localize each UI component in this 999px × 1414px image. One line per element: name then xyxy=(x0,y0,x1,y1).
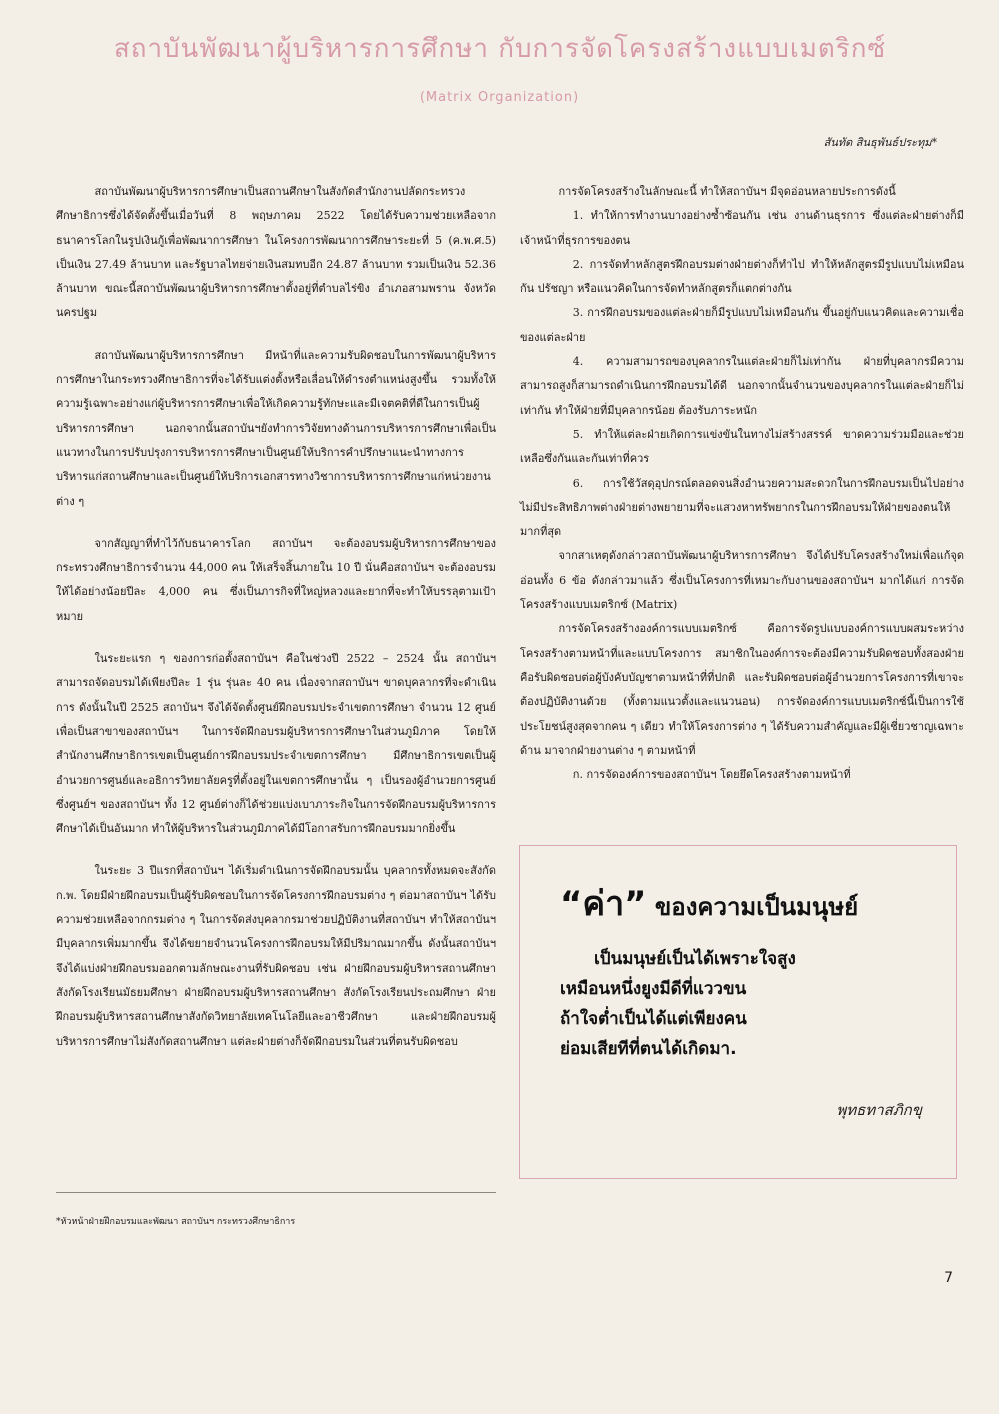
paragraph: ในระยะแรก ๆ ของการก่อตั้งสถาบันฯ คือในช่วงปี 2522 – 2524 นั้น สถาบันฯ สามารถจัดอบรมได้เพียงปีละ 1 รุ่น รุ่นละ 40 คน เนื่องจากสถาบันฯ ขาดบุคลากรที่จะดำเนินการ ดังนั้นในปี 2525 สถาบันฯ จึงได้จัดตั้งศูนย์ฝึกอบรมประจำเขตการศึกษา จำนวน 12 ศูนย์ เพื่อเป็นสาขาของสถาบันฯ ในการจัดฝึกอบรมผู้บริหารการศึกษาในส่วนภูมิภาค โดยให้สำนักงานศึกษาธิการเขตเป็นศูนย์การฝึกอบรมประจำเขตการศึกษา มีศึกษาธิการเขตเป็นผู้อำนวยการศูนย์และอธิการวิทยาลัยครูที่ตั้งอยู่ในเขตการศึกษานั้น ๆ เป็นรองผู้อำนวยการศูนย์ ซึ่งศูนย์ฯ ของสถาบันฯ ทั้ง 12 ศูนย์ต่างก็ได้ช่วยแบ่งเบาภาระกิจในการจัดฝึกอบรมผู้บริหารการศึกษาได้เป็นอันมาก ทำให้ผู้บริหารในส่วนภูมิภาคได้มีโอกาสรับการฝึกอบรมมากยิ่งขึ้น xyxy=(56,652,496,836)
left-column xyxy=(56,180,496,1072)
poem-line: เหมือนหนึ่งยูงมีดีที่แววขน xyxy=(560,979,747,999)
poem-line: ถ้าใจต่ำเป็นได้แต่เพียงคน xyxy=(560,1009,747,1029)
list-item: 3. การฝึกอบรมของแต่ละฝ่ายก็มีรูปแบบไม่เหมือนกัน ขึ้นอยู่กับแนวคิดและความเชื่อของแต่ละฝ่าย xyxy=(520,306,964,344)
poem-line: ย่อมเสียทีที่ตนได้เกิดมา. xyxy=(560,1039,737,1059)
poem xyxy=(560,944,796,1064)
list-item: 2. การจัดทำหลักสูตรฝึกอบรมต่างฝ่ายต่างก็ทำไป ทำให้หลักสูตรมีรูปแบบไม่เหมือนกัน ปรัชญา หรือแนวคิดในการจัดทำหลักสูตรก็แตกต่างกัน xyxy=(520,257,964,296)
list-item: 4. ความสามารถของบุคลากรในแต่ละฝ่ายก็ไม่เท่ากัน ฝ่ายที่บุคลากรมีความสามารถสูงก็สามารถดำเนินการฝึกอบรมได้ดี นอกจากนั้นจำนวนของบุคลากรในแต่ละฝ่ายก็ไม่เท่ากัน ทำให้ฝ่ายที่มีบุคลากรน้อย ต้องรับภาระหนัก xyxy=(520,355,964,417)
quote-box xyxy=(519,845,957,1179)
quote-title-text: ของความเป็นมนุษย์ xyxy=(646,893,859,921)
paragraph: การจัดโครงสร้างในลักษณะนี้ ทำให้สถาบันฯ มีจุดอ่อนหลายประการดังนี้ xyxy=(558,185,896,198)
paragraph: การจัดโครงสร้างองค์การแบบเมตริกซ์ คือการจัดรูปแบบองค์การแบบผสมระหว่างโครงสร้างตามหน้าที่และแบบโครงการ สมาชิกในองค์การจะต้องมีความรับผิดชอบทั้งสองฝ่ายคือรับผิดชอบต่อผู้บังคับบัญชาตามหน้าที่ที่ปกติ และรับผิดชอบต่อผู้อำนวยการโครงการที่เขาจะต้องปฏิบัติงานด้วย (ทั้งตามแนวตั้งและแนวนอน) การจัดองค์การแบบเมตริกซ์นี้เป็นการใช้ประโยชน์สูงสุดจากคน ๆ เดียว ทำให้โครงการต่าง ๆ ได้รับความสำคัญและมีผู้เชี่ยวชาญเฉพาะด้าน มาจากฝ่ายงานต่าง ๆ ตามหน้าที่ xyxy=(520,622,964,757)
author-byline: สันทัด สินธุพันธ์ประทุม* xyxy=(823,136,937,149)
footnote-divider xyxy=(56,1192,496,1193)
footnote: *หัวหน้าฝ่ายฝึกอบรมและพัฒนา สถาบันฯ กระทรวงศึกษาธิการ xyxy=(56,1217,296,1227)
article-title: สถาบันพัฒนาผู้บริหารการศึกษา กับการจัดโครงสร้างแบบเมตริกซ์ xyxy=(113,34,887,64)
paragraph: ก. การจัดองค์การของสถาบันฯ โดยยึดโครงสร้างตามหน้าที่ xyxy=(572,768,851,782)
paragraph: สถาบันพัฒนาผู้บริหารการศึกษา มีหน้าที่และความรับผิดชอบในการพัฒนาผู้บริหารการศึกษาในกระทรวงศึกษาธิการที่จะได้รับแต่งตั้งหรือเลื่อนให้ดำรงตำแหน่งสูงขึ้น รวมทั้งให้ความรู้เฉพาะอย่างแก่ผู้บริหารการศึกษาเพื่อให้เกิดความรู้ทักษะและมีเจตคติที่ดีในการเป็นผู้บริหารการศึกษา นอกจากนั้นสถาบันฯยังทำการวิจัยทางด้านการบริหารการศึกษาเพื่อเป็นแนวทางในการปรับปรุงการบริหารการศึกษาเป็นศูนย์ให้บริการคำปรึกษาแนะนำทางการบริหารแก่สถานศึกษาและเป็นศูนย์ให้บริการเอกสารทางวิชาการบริหารการศึกษาแก่หน่วยงานต่าง ๆ xyxy=(56,348,496,508)
list-item: 6. การใช้วัสดุอุปกรณ์ตลอดจนสิ่งอำนวยความสะดวกในการฝึกอบรมเป็นไปอย่างไม่มีประสิทธิภาพต่างฝ่ายต่างพยายามที่จะแสวงหาทรัพยากรในการฝึกอบรมให้ฝ่ายของตนให้มากที่สุด xyxy=(520,476,964,539)
paragraph: สถาบันพัฒนาผู้บริหารการศึกษาเป็นสถานศึกษาในสังกัดสำนักงานปลัดกระทรวงศึกษาธิการซึ่งได้จัดตั้งขึ้นเมื่อวันที่ 8 พฤษภาคม 2522 โดยได้รับความช่วยเหลือจากธนาคารโลกในรูปเงินกู้เพื่อพัฒนาการศึกษา ในโครงการพัฒนาการศึกษาระยะที่ 5 (ค.พ.ศ.5) เป็นเงิน 27.49 ล้านบาท และรัฐบาลไทยจ่ายเงินสมทบอีก 24.87 ล้านบาท รวมเป็นเงิน 52.36 ล้านบาท ขณะนี้สถาบันพัฒนาผู้บริหารการศึกษาตั้งอยู่ที่ตำบลไร่ขิง อำเภอสามพราน จังหวัดนครปฐม xyxy=(56,185,496,320)
quote-title xyxy=(560,876,858,930)
article-subtitle: (Matrix Organization) xyxy=(419,90,580,105)
quote-title-emphasis: “ค่า” xyxy=(560,884,647,924)
list-item: 5. ทำให้แต่ละฝ่ายเกิดการแข่งขันในทางไม่สร้างสรรค์ ขาดความร่วมมือและช่วยเหลือซึ่งกันและกันเท่าที่ควร xyxy=(520,427,964,466)
paragraph: จากสัญญาที่ทำไว้กับธนาคารโลก สถาบันฯ จะต้องอบรมผู้บริหารการศึกษาของกระทรวงศึกษาธิการจำนวน 44,000 คน ให้เสร็จสิ้นภายใน 10 ปี นั่นคือสถาบันฯ จะต้องอบรมให้ได้อย่างน้อยปีละ 4,000 คน ซึ่งเป็นภารกิจที่ใหญ่หลวงและยากที่จะทำให้บรรลุตามเป้าหมาย xyxy=(56,536,496,623)
paragraph: ในระยะ 3 ปีแรกที่สถาบันฯ ได้เริ่มดำเนินการจัดฝึกอบรมนั้น บุคลากรทั้งหมดจะสังกัด ก.พ. โดยมีฝ่ายฝึกอบรมเป็นผู้รับผิดชอบในการจัดโครงการฝึกอบรมต่าง ๆ ต่อมาสถาบันฯ ได้รับความช่วยเหลือจากกรมต่าง ๆ ในการจัดส่งบุคลากรมาช่วยปฏิบัติงานที่สถาบันฯ ทำให้สถาบันฯ มีบุคลากรเพิ่มมากขึ้น จึงได้ขยายจำนวนโครงการฝึกอบรมให้มีปริมาณมากขึ้น ดังนั้นสถาบันฯ จึงได้แบ่งฝ่ายฝึกอบรมออกตามลักษณะงานที่รับผิดชอบ เช่น ฝ่ายฝึกอบรมผู้บริหารสถานศึกษา สังกัดโรงเรียนมัธยมศึกษา ฝ่ายฝึกอบรมผู้บริหารสถานศึกษา สังกัดโรงเรียนประถมศึกษา ฝ่ายฝึกอบรมผู้บริหารสถานศึกษาสังกัดวิทยาลัยเทคโนโลยีและอาชีวศึกษา และฝ่ายฝึกอบรมผู้บริหารการศึกษาไม่สังกัดสถานศึกษา แต่ละฝ่ายต่างก็จัดฝึกอบรมในส่วนที่ตนรับผิดชอบ xyxy=(56,864,496,1048)
right-column xyxy=(520,180,964,787)
paragraph: จากสาเหตุดังกล่าวสถาบันพัฒนาผู้บริหารการศึกษา จึงได้ปรับโครงสร้างใหม่เพื่อแก้จุดอ่อนทั้ง 6 ข้อ ดังกล่าวมาแล้ว ซึ่งเป็นโครงการที่เหมาะกับงานของสถาบันฯ มากได้แก่ การจัดโครงสร้างแบบเมตริกซ์ (Matrix) xyxy=(520,549,964,612)
poem-line: เป็นมนุษย์เป็นได้เพราะใจสูง xyxy=(594,949,796,969)
page-number: 7 xyxy=(944,1270,953,1286)
list-item: 1. ทำให้การทำงานบางอย่างซ้ำซ้อนกัน เช่น งานด้านธุรการ ซึ่งแต่ละฝ่ายต่างก็มีเจ้าหน้าที่ธุรการของตน xyxy=(520,209,964,247)
quote-signature: พุทธทาสภิกขุ xyxy=(836,1101,922,1119)
